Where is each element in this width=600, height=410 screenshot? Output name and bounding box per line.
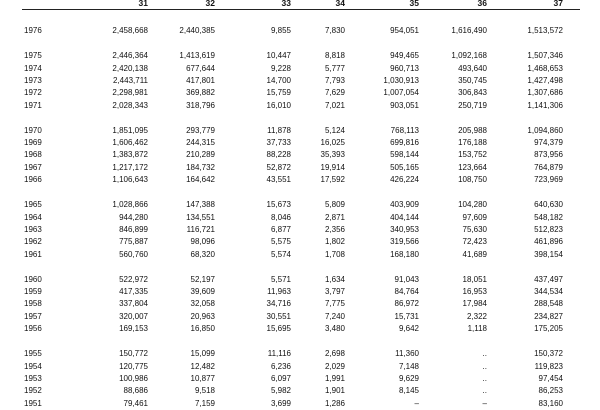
value-cell-col-34: 7,830: [324, 26, 345, 35]
value-cell-col-37: 86,253: [538, 386, 563, 396]
table-header: [22, 0, 580, 10]
value-cell-col-35: 768,113: [390, 125, 419, 135]
value-cell-col-36: 75,630: [462, 224, 487, 234]
table-row: [0, 75, 600, 87]
value-cell-col-32: 677,644: [186, 63, 215, 73]
table-row: [0, 348, 600, 360]
value-cell-col-33: 9,228: [270, 63, 291, 73]
value-cell-col-34: 2,698: [324, 349, 345, 359]
value-cell-col-32: 184,732: [186, 162, 215, 172]
table-row: [0, 149, 600, 161]
value-cell-col-33: 6,877: [270, 224, 291, 234]
table-row: [0, 274, 600, 286]
year-cell: 1960: [24, 274, 42, 284]
value-cell-col-37: 512,823: [534, 224, 563, 234]
value-cell-col-35: 8,145: [398, 386, 419, 396]
value-cell-col-31: 944,280: [119, 212, 148, 222]
column-header-33: 33: [281, 0, 291, 8]
value-cell-col-36: 123,664: [458, 162, 487, 172]
value-cell-col-34: 3,797: [324, 287, 345, 297]
value-cell-col-34: 19,914: [320, 162, 345, 172]
value-cell-col-33: 3,699: [270, 398, 291, 408]
value-cell-col-34: 1,802: [324, 237, 345, 247]
value-cell-col-35: 168,180: [390, 249, 419, 259]
value-cell-col-32: 116,721: [186, 224, 215, 234]
value-cell-col-32: 134,551: [186, 212, 215, 222]
value-cell-col-31: 1,106,643: [112, 175, 148, 184]
value-cell-col-33: 16,010: [266, 100, 291, 110]
value-cell-col-35: 9,642: [398, 324, 419, 333]
value-cell-col-37: 1,427,498: [527, 75, 563, 85]
value-cell-col-36: ..: [482, 373, 487, 383]
value-cell-col-34: 35,393: [320, 150, 345, 160]
value-cell-col-37: 548,182: [534, 212, 563, 222]
value-cell-col-35: 403,909: [390, 200, 419, 210]
year-cell: 1973: [24, 75, 42, 85]
year-cell: 1976: [24, 26, 42, 35]
value-cell-col-36: 306,843: [458, 88, 487, 98]
value-cell-col-32: 244,315: [186, 138, 215, 148]
value-cell-col-36: –: [482, 398, 487, 408]
value-cell-col-34: 7,021: [324, 100, 345, 110]
table-row: [0, 236, 600, 248]
value-cell-col-37: 175,205: [534, 324, 563, 333]
value-cell-col-33: 6,097: [270, 373, 291, 383]
table-row: [0, 199, 600, 211]
value-cell-col-31: 1,383,872: [112, 150, 148, 160]
value-cell-col-32: 68,320: [190, 249, 215, 259]
value-cell-col-36: 1,092,168: [451, 51, 487, 61]
value-cell-col-32: 7,159: [194, 398, 215, 408]
value-cell-col-31: 417,335: [119, 287, 148, 297]
value-cell-col-32: 417,801: [186, 75, 215, 85]
year-cell: 1975: [24, 51, 42, 61]
value-cell-col-33: 34,716: [266, 299, 291, 309]
value-cell-col-33: 11,963: [267, 287, 291, 297]
year-cell: 1956: [24, 324, 42, 333]
value-cell-col-32: 2,440,385: [179, 26, 215, 35]
value-cell-col-34: 1,901: [324, 386, 345, 396]
value-cell-col-33: 11,116: [267, 349, 291, 359]
value-cell-col-36: 1,616,490: [451, 26, 487, 35]
table-row: [0, 373, 600, 385]
value-cell-col-31: 320,007: [119, 311, 148, 321]
year-cell: 1965: [24, 200, 42, 210]
value-cell-col-31: 169,153: [119, 324, 148, 333]
value-cell-col-31: 88,686: [123, 386, 148, 396]
year-cell: 1951: [24, 398, 42, 408]
value-cell-col-37: 1,507,346: [527, 51, 563, 61]
value-cell-col-35: 84,764: [394, 287, 419, 297]
value-cell-col-37: 873,956: [534, 150, 563, 160]
value-cell-col-31: 150,772: [119, 349, 148, 359]
value-cell-col-37: 640,630: [534, 200, 563, 210]
table-row: [0, 50, 600, 62]
value-cell-col-35: 949,465: [390, 51, 419, 61]
value-cell-col-35: 954,051: [390, 26, 419, 35]
value-cell-col-34: 7,240: [324, 311, 345, 321]
value-cell-col-33: 14,700: [266, 75, 291, 85]
value-cell-col-31: 2,443,711: [113, 75, 148, 85]
value-cell-col-37: 344,534: [534, 287, 563, 297]
value-cell-col-31: 2,458,668: [112, 26, 148, 35]
value-cell-col-35: 11,360: [395, 349, 419, 359]
value-cell-col-33: 6,236: [270, 361, 291, 371]
value-cell-col-32: 147,388: [186, 200, 215, 210]
value-cell-col-34: 3,480: [324, 324, 345, 333]
value-cell-col-31: 1,606,462: [112, 138, 148, 148]
value-cell-col-34: 1,991: [324, 373, 345, 383]
value-cell-col-35: 505,165: [390, 162, 419, 172]
value-cell-col-35: 404,144: [390, 212, 419, 222]
value-cell-col-37: 119,823: [534, 361, 563, 371]
value-cell-col-37: 398,154: [534, 249, 563, 259]
value-cell-col-32: 369,882: [186, 88, 215, 98]
value-cell-col-33: 5,571: [270, 274, 291, 284]
table-row: [0, 63, 600, 75]
value-cell-col-34: 7,629: [324, 88, 345, 98]
value-cell-col-35: 699,816: [390, 138, 419, 148]
year-cell: 1968: [24, 150, 42, 160]
value-cell-col-32: 32,058: [190, 299, 215, 309]
value-cell-col-33: 52,872: [266, 162, 291, 172]
value-cell-col-36: 153,752: [458, 150, 487, 160]
value-cell-col-34: 2,356: [324, 224, 345, 234]
value-cell-col-32: 39,609: [190, 287, 215, 297]
year-cell: 1974: [24, 63, 42, 73]
value-cell-col-31: 2,420,138: [112, 63, 148, 73]
value-cell-col-32: 9,518: [194, 386, 215, 396]
value-cell-col-36: 18,051: [462, 274, 487, 284]
table-row: [0, 25, 600, 37]
year-cell: 1969: [24, 138, 42, 148]
value-cell-col-33: 15,673: [266, 200, 291, 210]
value-cell-col-31: 2,298,981: [112, 88, 148, 98]
value-cell-col-33: 30,551: [266, 311, 291, 321]
column-header-35: 35: [409, 0, 419, 8]
value-cell-col-31: 337,804: [119, 299, 148, 309]
table-row: [0, 162, 600, 174]
value-cell-col-37: 1,513,572: [527, 26, 563, 35]
value-cell-col-34: 1,634: [324, 274, 345, 284]
table-row: [0, 286, 600, 298]
value-cell-col-31: 1,217,172: [112, 162, 148, 172]
value-cell-col-31: 1,851,095: [112, 125, 148, 135]
value-cell-col-35: 91,043: [394, 274, 419, 284]
value-cell-col-33: 8,046: [270, 212, 291, 222]
value-cell-col-35: 960,713: [390, 63, 419, 73]
value-cell-col-32: 318,796: [186, 100, 215, 110]
value-cell-col-31: 560,760: [119, 249, 148, 259]
value-cell-col-33: 9,855: [270, 26, 291, 35]
value-cell-col-33: 5,575: [270, 237, 291, 247]
value-cell-col-37: 288,548: [534, 299, 563, 309]
value-cell-col-34: 5,809: [324, 200, 345, 210]
year-cell: 1955: [24, 349, 42, 359]
year-cell: 1970: [24, 125, 42, 135]
value-cell-col-35: 903,051: [390, 100, 419, 110]
value-cell-col-31: 79,461: [123, 398, 148, 408]
value-cell-col-34: 5,124: [324, 125, 345, 135]
value-cell-col-37: 1,094,860: [527, 125, 563, 135]
value-cell-col-36: 41,689: [462, 249, 487, 259]
value-cell-col-31: 1,028,866: [112, 200, 148, 210]
value-cell-col-35: 598,144: [390, 150, 419, 160]
column-header-34: 34: [335, 0, 345, 8]
table-row: [0, 224, 600, 236]
year-cell: 1957: [24, 311, 42, 321]
value-cell-col-36: 2,322: [466, 311, 487, 321]
value-cell-col-32: 12,482: [190, 361, 215, 371]
value-cell-col-34: 17,592: [320, 175, 345, 184]
year-cell: 1961: [24, 249, 42, 259]
year-cell: 1971: [24, 100, 42, 110]
year-cell: 1966: [24, 175, 42, 184]
value-cell-col-36: 16,953: [462, 287, 487, 297]
table-row: [0, 385, 600, 397]
value-cell-col-34: 1,286: [324, 398, 345, 408]
value-cell-col-37: 437,497: [534, 274, 563, 284]
value-cell-col-34: 16,025: [320, 138, 345, 148]
year-cell: 1954: [24, 361, 42, 371]
value-cell-col-36: 493,640: [458, 63, 487, 73]
value-cell-col-34: 2,029: [324, 361, 345, 371]
value-cell-col-35: 7,148: [398, 361, 419, 371]
column-header-31: 31: [138, 0, 148, 8]
table-row: [0, 87, 600, 99]
value-cell-col-37: 1,141,306: [527, 100, 563, 110]
value-cell-col-34: 7,793: [324, 75, 345, 85]
value-cell-col-32: 98,096: [190, 237, 215, 247]
value-cell-col-35: 86,972: [394, 299, 419, 309]
value-cell-col-32: 15,099: [190, 349, 215, 359]
table-row: [0, 311, 600, 323]
value-cell-col-32: 164,642: [186, 175, 215, 184]
value-cell-col-37: 461,896: [534, 237, 563, 247]
table-row: [0, 398, 600, 410]
value-cell-col-36: ..: [482, 361, 487, 371]
value-cell-col-31: 775,887: [119, 237, 148, 247]
value-cell-col-31: 522,972: [119, 274, 148, 284]
value-cell-col-36: 176,188: [458, 138, 487, 148]
value-cell-col-32: 293,779: [186, 125, 215, 135]
year-cell: 1959: [24, 287, 42, 297]
year-cell: 1962: [24, 237, 42, 247]
value-cell-col-37: 723,969: [534, 175, 563, 184]
table-row: [0, 174, 600, 186]
value-cell-col-37: 97,454: [538, 373, 563, 383]
value-cell-col-35: 1,030,913: [383, 75, 419, 85]
table-row: [0, 125, 600, 137]
value-cell-col-36: 104,280: [458, 200, 487, 210]
year-cell: 1952: [24, 386, 42, 396]
value-cell-col-31: 100,986: [119, 373, 148, 383]
value-cell-col-35: 1,007,054: [383, 88, 419, 98]
column-header-36: 36: [477, 0, 487, 8]
value-cell-col-34: 5,777: [324, 63, 345, 73]
value-cell-col-33: 5,574: [270, 249, 291, 259]
value-cell-col-35: –: [414, 398, 419, 408]
value-cell-col-31: 846,899: [119, 224, 148, 234]
column-header-37: 37: [553, 0, 563, 8]
value-cell-col-34: 7,775: [324, 299, 345, 309]
value-cell-col-36: ..: [482, 349, 487, 359]
value-cell-col-33: 10,447: [266, 51, 291, 61]
value-cell-col-37: 974,379: [534, 138, 563, 148]
value-cell-col-37: 83,160: [538, 398, 563, 408]
table-row: [0, 249, 600, 261]
value-cell-col-33: 15,759: [266, 88, 291, 98]
value-cell-col-33: 88,228: [266, 150, 291, 160]
value-cell-col-35: 319,566: [390, 237, 419, 247]
value-cell-col-36: 108,750: [458, 175, 487, 184]
value-cell-col-37: 234,827: [534, 311, 563, 321]
value-cell-col-35: 9,629: [398, 373, 419, 383]
value-cell-col-36: 350,745: [458, 75, 487, 85]
value-cell-col-37: 1,307,686: [527, 88, 563, 98]
year-cell: 1958: [24, 299, 42, 309]
year-cell: 1953: [24, 373, 42, 383]
value-cell-col-35: 15,731: [394, 311, 419, 321]
value-cell-col-37: 1,468,653: [527, 63, 563, 73]
value-cell-col-31: 2,446,364: [112, 51, 148, 61]
value-cell-col-32: 10,877: [190, 373, 215, 383]
value-cell-col-31: 2,028,343: [112, 100, 148, 110]
value-cell-col-36: 1,118: [467, 324, 487, 333]
value-cell-col-35: 426,224: [390, 175, 419, 184]
value-cell-col-34: 1,708: [324, 249, 345, 259]
value-cell-col-37: 150,372: [534, 349, 563, 359]
value-cell-col-34: 8,818: [324, 51, 345, 61]
value-cell-col-33: 5,982: [270, 386, 291, 396]
value-cell-col-35: 340,953: [390, 224, 419, 234]
value-cell-col-33: 15,695: [266, 324, 291, 333]
value-cell-col-32: 52,197: [190, 274, 215, 284]
value-cell-col-31: 120,775: [119, 361, 148, 371]
year-cell: 1972: [24, 88, 42, 98]
table-row: [0, 361, 600, 373]
value-cell-col-36: 250,719: [458, 100, 487, 110]
table-row: [0, 298, 600, 310]
value-cell-col-36: 205,988: [458, 125, 487, 135]
value-cell-col-32: 1,413,619: [179, 51, 215, 61]
value-cell-col-36: 17,984: [462, 299, 487, 309]
year-cell: 1963: [24, 224, 42, 234]
value-cell-col-33: 37,733: [266, 138, 291, 148]
table-row: [0, 100, 600, 112]
value-cell-col-37: 764,879: [534, 162, 563, 172]
value-cell-col-36: ..: [482, 386, 487, 396]
value-cell-col-32: 20,963: [190, 311, 215, 321]
table-row: [0, 212, 600, 224]
year-cell: 1967: [24, 162, 42, 172]
column-header-32: 32: [205, 0, 215, 8]
year-cell: 1964: [24, 212, 42, 222]
table-row: [0, 323, 600, 335]
value-cell-col-36: 72,423: [462, 237, 487, 247]
value-cell-col-33: 43,551: [266, 175, 291, 184]
value-cell-col-36: 97,609: [462, 212, 487, 222]
value-cell-col-32: 16,850: [190, 324, 215, 333]
value-cell-col-32: 210,289: [186, 150, 215, 160]
value-cell-col-34: 2,871: [324, 212, 345, 222]
value-cell-col-33: 11,878: [267, 125, 291, 135]
table-row: [0, 137, 600, 149]
